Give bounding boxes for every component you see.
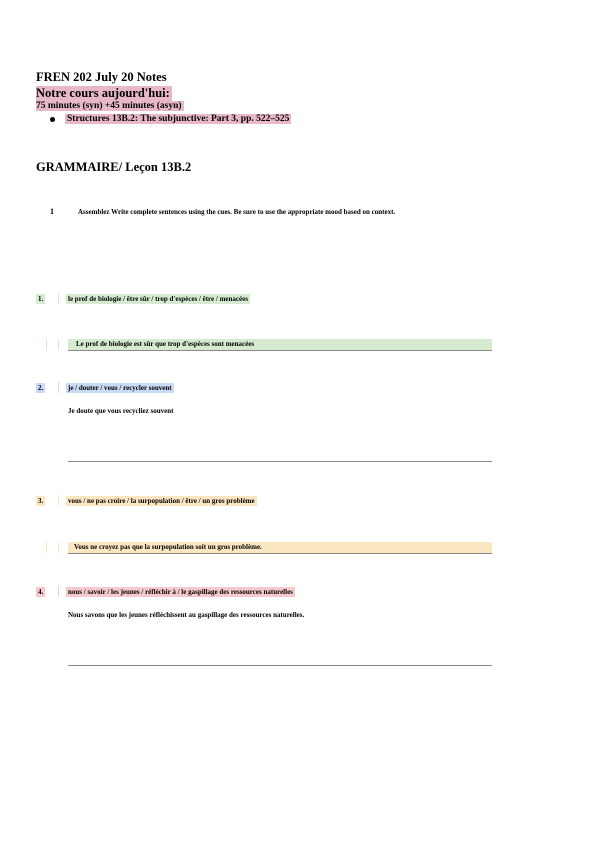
answer-field[interactable]	[68, 542, 492, 554]
item-cue: nous / savoir / les jeunes / réfléchir à / le gaspillage des ressources naturelles	[68, 588, 293, 596]
answer-marker	[58, 339, 59, 350]
item-cue: le prof de biologie / être sûr / trop d'espèces / être / menacées	[68, 295, 248, 303]
answer-text: Vous ne croyez pas que la surpopulation soit un gros problème.	[74, 543, 262, 551]
instruction-text: Assemblez Write complete sentences using the cues. Be sure to use the appropriate mood based on context.	[78, 208, 396, 216]
instruction-number: 1	[50, 207, 54, 216]
answer-text: Je doute que vous recycliez souvent	[68, 407, 174, 415]
bullet-item	[50, 114, 291, 124]
answer-line[interactable]	[68, 461, 492, 462]
minutes-line: 75 minutes (syn) +45 minutes (asyn)	[36, 101, 182, 111]
item-number: 3.	[38, 497, 44, 505]
item-number: 2.	[38, 384, 44, 392]
page-title: FREN 202 July 20 Notes	[36, 70, 167, 84]
item-cue: vous / ne pas croire / la surpopulation / être / un gros problème	[68, 497, 255, 505]
item-cue: je / douter / vous / recycler souvent	[68, 384, 172, 392]
answer-text: Le prof de biologie est sûr que trop d'espèces sont menacées	[76, 340, 255, 348]
bullet-text: Structures 13B.2: The subjunctive: Part 3, pp. 522–525	[67, 114, 290, 124]
answer-marker	[46, 339, 47, 350]
item-marker	[58, 495, 59, 506]
item-marker	[58, 586, 59, 597]
section-heading: GRAMMAIRE/ Leçon 13B.2	[36, 160, 192, 174]
answer-line[interactable]	[68, 665, 492, 666]
answer-marker	[58, 542, 59, 553]
item-number: 4.	[38, 588, 44, 596]
course-heading: Notre cours aujourd'hui:	[36, 86, 170, 100]
answer-field[interactable]	[68, 339, 492, 351]
answer-marker	[46, 542, 47, 553]
item-number: 1.	[38, 295, 44, 303]
bullet-icon	[50, 117, 55, 122]
item-marker	[58, 293, 59, 304]
answer-text: Nous savons que les jeunes réfléchissent au gaspillage des ressources naturelles.	[68, 611, 305, 619]
item-marker	[58, 382, 59, 393]
